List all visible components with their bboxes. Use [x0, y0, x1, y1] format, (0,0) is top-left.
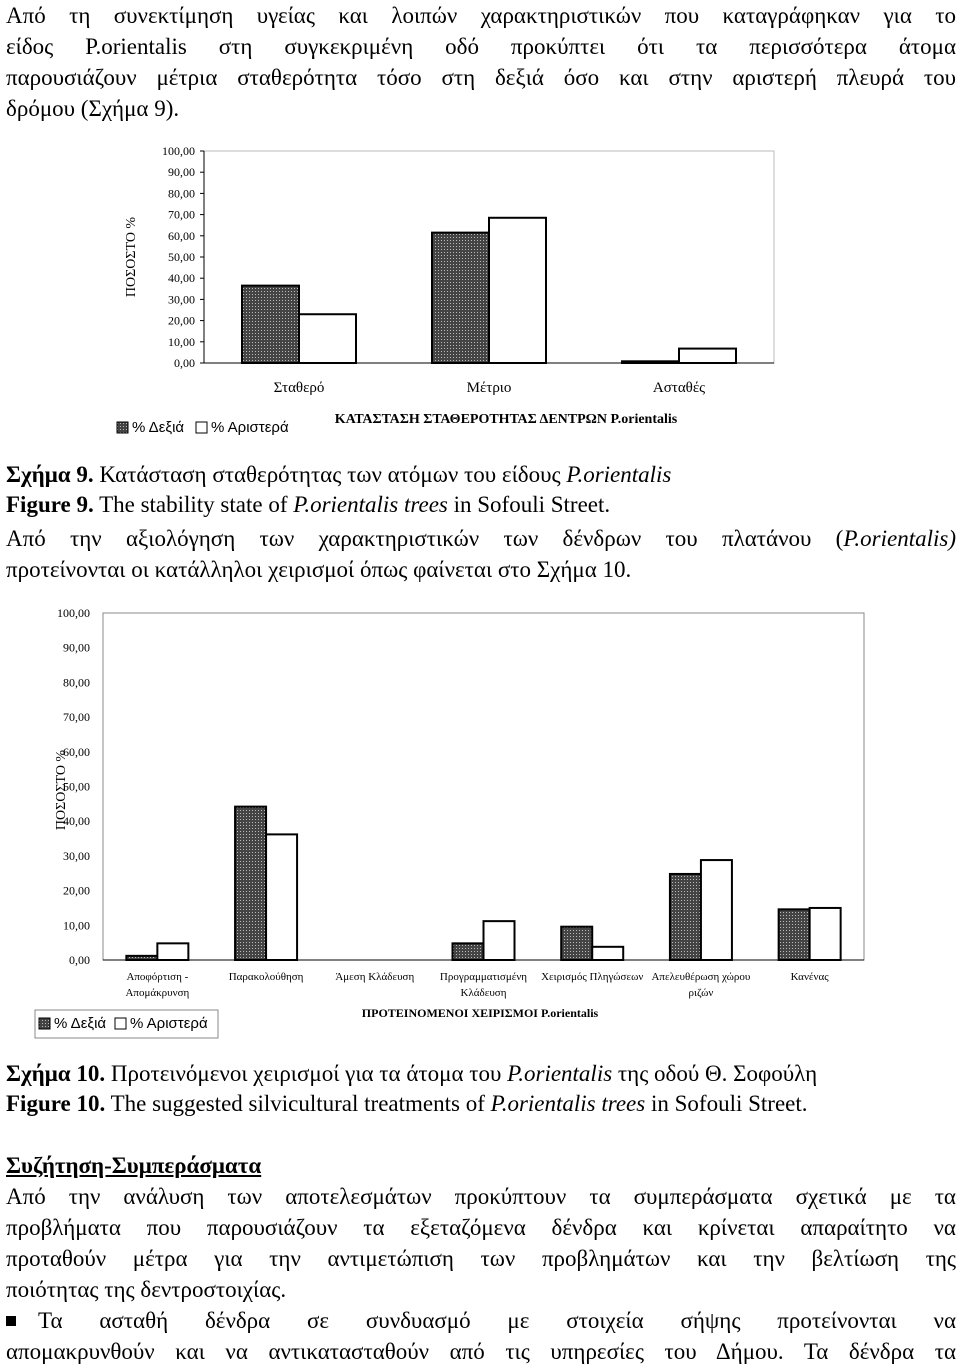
figure-10-caption-en — [6, 1089, 808, 1118]
bar-left-4 — [592, 947, 623, 960]
figure-9-text-en-1: The stability state of — [93, 492, 294, 517]
figure-10-species-en: P.orientalis trees — [490, 1091, 646, 1116]
bar-left-1 — [266, 834, 297, 960]
figure-9-text-gr: Κατάσταση σταθερότητας των ατόμων του είδους — [93, 462, 567, 487]
bullet-line-1 — [6, 1305, 956, 1336]
bullet-line-2: απομακρυνθούν και να αντικατασταθούν από τις υπηρεσίες του Δήμου. Τα δένδρα τα — [6, 1339, 956, 1364]
intro-line-1: Από τη συνεκτίμηση υγείας και λοιπών χαρακτηριστικών που καταγράφηκαν για το — [6, 3, 956, 28]
bar-right-5 — [670, 874, 701, 960]
figure-10-text-gr-1: Προτεινόμενοι χειρισμοί για τα άτομα του — [105, 1061, 508, 1086]
figure-10-caption-gr — [6, 1059, 817, 1088]
legend-label-1: % Αριστερά — [211, 419, 289, 436]
figure-9-text-en-2: in Sofouli Street. — [447, 492, 611, 517]
legend-label-1: % Αριστερά — [130, 1015, 208, 1032]
legend-swatch-0 — [39, 1018, 50, 1029]
x-tick-label: Προγραμματισμένη — [439, 971, 528, 983]
x-axis-title: ΚΑΤΑΣΤΑΣΗ ΣΤΑΘΕΡΟΤΗΤΑΣ ΔΕΝΤΡΩΝ P.orientalis — [334, 412, 678, 427]
y-tick-label: 40,00 — [168, 271, 195, 286]
bullet-paragraph — [6, 1305, 956, 1367]
figure-9-species-en: P.orientalis trees — [293, 492, 448, 517]
y-tick-label: 20,00 — [168, 313, 195, 328]
intro-line-4: δρόμου (Σχήμα 9). — [6, 96, 180, 121]
y-tick-label: 70,00 — [168, 207, 195, 222]
figure-10-label-gr: Σχήμα 10. — [6, 1061, 106, 1086]
bar-right-0 — [126, 956, 157, 960]
bullet-line-1-text: Τα ασταθή δένδρα σε συνδυασμό με στοιχεία σήψης προτείνονται να — [38, 1308, 956, 1333]
x-tick-label: Παρακολούθηση — [228, 971, 304, 983]
y-tick-label: 10,00 — [168, 334, 195, 349]
figure-9-label-gr: Σχήμα 9. — [6, 462, 94, 487]
legend-label-0: % Δεξιά — [132, 419, 185, 436]
y-tick-label: 80,00 — [168, 186, 195, 201]
bar-left-6 — [810, 908, 841, 960]
y-tick-label: 10,00 — [63, 918, 90, 933]
discussion-heading: Συζήτηση-Συμπεράσματα — [6, 1153, 262, 1178]
x-tick-label: Κλάδευση — [460, 987, 507, 999]
y-tick-label: 30,00 — [63, 848, 90, 863]
y-tick-label: 20,00 — [63, 883, 90, 898]
x-tick-label: Άμεση Κλάδευση — [335, 971, 415, 983]
discussion-paragraph — [6, 1181, 956, 1305]
plot-area — [103, 613, 864, 960]
x-tick-label: Κανένας — [790, 971, 829, 983]
figure-10-label-en: Figure 10. — [6, 1091, 106, 1116]
y-tick-label: 100,00 — [57, 606, 90, 620]
bar-left-0 — [157, 943, 188, 960]
figure-10-text-en-2: in Sofouli Street. — [645, 1091, 808, 1116]
intro-line-3: παρουσιάζουν μέτρια σταθερότητα τόσο στη δεξιά όσο και στην αριστερή πλευρά του — [6, 65, 956, 90]
middle-line-1-species: P.orientalis) — [843, 526, 956, 551]
bar-left-3 — [484, 921, 515, 960]
y-tick-label: 40,00 — [63, 814, 90, 829]
y-tick-label: 30,00 — [168, 292, 195, 307]
figure-10-text-en-1: The suggested silvicultural treatments of — [105, 1091, 491, 1116]
bar-right-4 — [561, 927, 592, 960]
y-tick-label: 0,00 — [69, 953, 90, 967]
middle-line-2: προτείνονται οι κατάλληλοι χειρισμοί όπως φαίνεται στο Σχήμα 10. — [6, 557, 632, 582]
discussion-line-2: προβλήματα που παρουσιάζουν τα εξεταζόμενα δένδρα και κρίνεται απαραίτητο να — [6, 1215, 956, 1240]
legend-label-0: % Δεξιά — [54, 1015, 107, 1032]
y-axis-title: ΠΟΣΟΣΤΟ % — [124, 216, 139, 298]
bar-right-6 — [779, 909, 810, 960]
x-tick-label: Ασταθές — [652, 380, 706, 396]
x-tick-label: ριζών — [688, 987, 714, 999]
x-tick-label: Αποφόρτιση - — [126, 971, 189, 983]
bar-left-5 — [701, 860, 732, 960]
intro-line-2: είδος P.orientalis στη συγκεκριμένη οδό προκύπτει ότι τα περισσότερα άτομα — [6, 34, 956, 59]
y-tick-label: 60,00 — [168, 228, 195, 243]
middle-line-1-text: Από την αξιολόγηση των χαρακτηριστικών των δένδρων του πλατάνου ( — [6, 526, 844, 551]
figure-10-species-gr: P.orientalis — [507, 1061, 613, 1086]
discussion-line-4: ποιότητας της δεντροστοιχίας. — [6, 1277, 287, 1302]
figure-9-species-gr: P.orientalis — [566, 462, 672, 487]
y-tick-label: 90,00 — [168, 165, 195, 180]
x-tick-label: Χειρισμός Πληγώσεων — [541, 971, 644, 983]
square-bullet-icon — [6, 1316, 16, 1326]
y-tick-label: 100,00 — [162, 144, 195, 158]
discussion-line-3: προταθούν μέτρα για την αντιμετώπιση των προβλημάτων και την βελτίωση της — [6, 1246, 956, 1271]
x-tick-label: Απελευθέρωση χώρου — [651, 971, 751, 983]
x-axis-title: ΠΡΟΤΕΙΝΟΜΕΝΟΙ ΧΕΙΡΙΣΜΟΙ P.orientalis — [361, 1006, 599, 1020]
y-tick-label: 50,00 — [63, 779, 90, 794]
bar-right-3 — [453, 943, 484, 960]
figure-9-label-en: Figure 9. — [6, 492, 94, 517]
x-tick-label: Απομάκρυνση — [125, 987, 190, 999]
y-axis-title: ΠΟΣΟΣΤΟ % — [54, 749, 69, 831]
y-tick-label: 60,00 — [63, 744, 90, 759]
y-tick-label: 80,00 — [63, 675, 90, 690]
y-tick-label: 70,00 — [63, 710, 90, 725]
y-tick-label: 50,00 — [168, 250, 195, 264]
x-tick-label: Μέτριο — [466, 380, 512, 396]
y-tick-label: 0,00 — [174, 356, 195, 370]
x-tick-label: Σταθερό — [273, 380, 325, 396]
discussion-line-1: Από την ανάλυση των αποτελεσμάτων προκύπτουν τα συμπεράσματα σχετικά με τα — [6, 1184, 956, 1209]
figure-10-text-gr-2: της οδού Θ. Σοφούλη — [612, 1061, 818, 1086]
bar-right-1 — [235, 807, 266, 960]
legend-swatch-1 — [115, 1018, 126, 1029]
y-tick-label: 90,00 — [63, 640, 90, 655]
